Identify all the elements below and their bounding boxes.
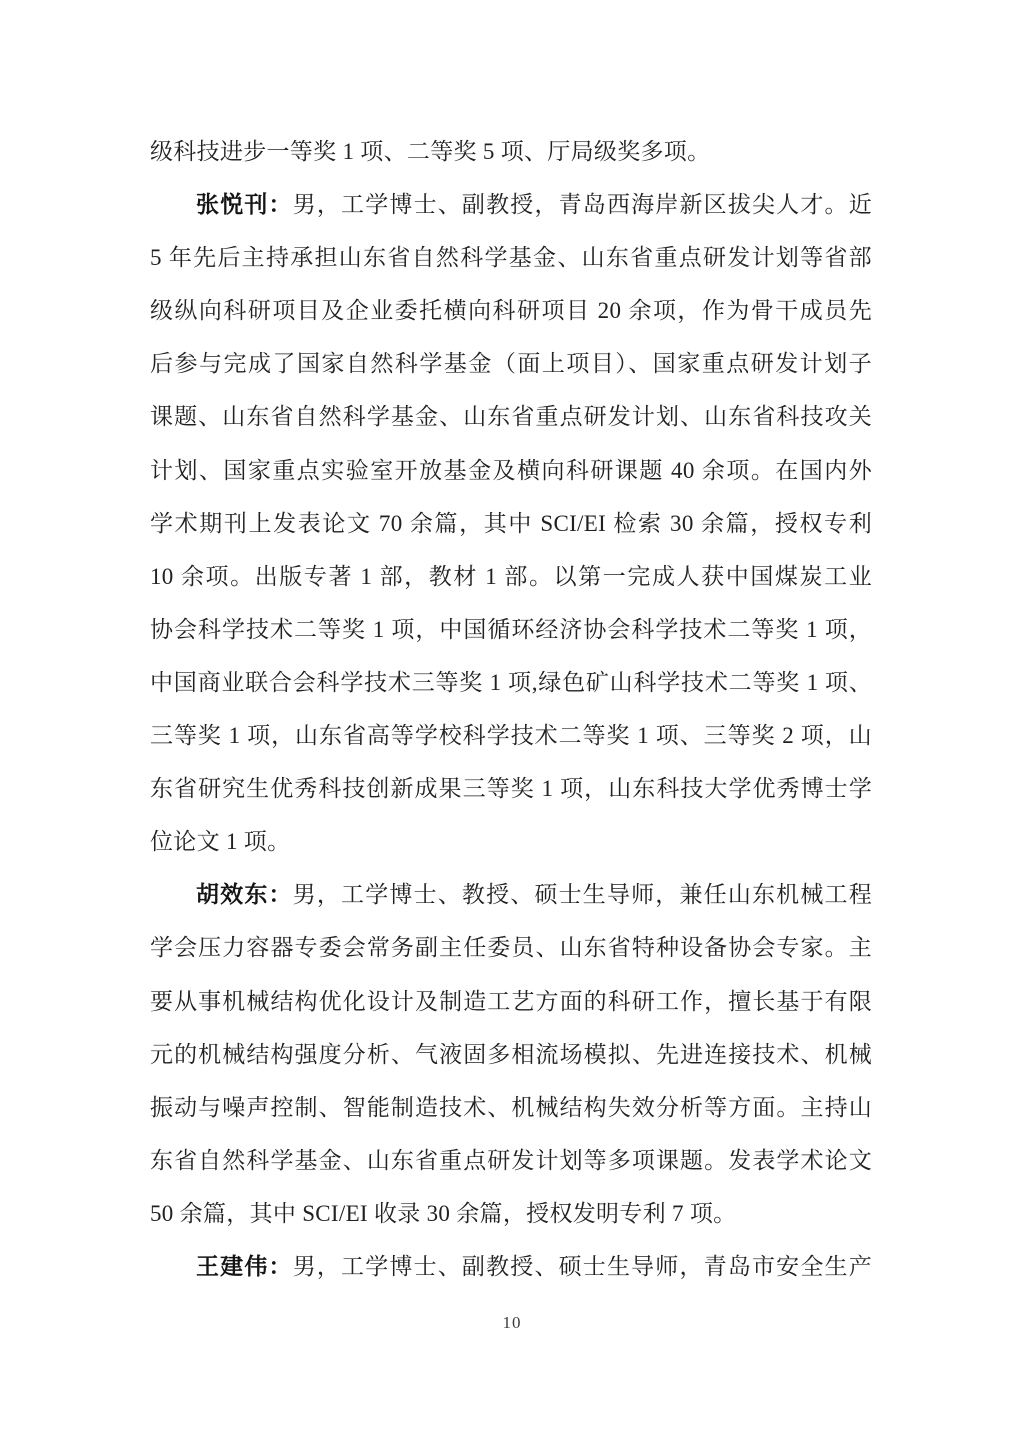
text-line: 计划、国家重点实验室开放基金及横向科研课题 40 余项。在国内外: [150, 457, 872, 483]
text-line: 位论文 1 项。: [150, 829, 291, 855]
text-line: 元的机械结构强度分析、气液固多相流场模拟、先进连接技术、机械: [150, 1041, 872, 1067]
text-line: [150, 178, 872, 231]
text-line: 三等奖 1 项，山东省高等学校科学技术二等奖 1 项、三等奖 2 项，山: [150, 723, 872, 749]
text-line: 级纵向科研项目及企业委托横向科研项目 20 余项，作为骨干成员先: [150, 298, 872, 324]
text-line: 中国商业联合会科学技术三等奖 1 项,绿色矿山科学技术二等奖 1 项、: [150, 669, 872, 695]
text-line: [150, 1240, 872, 1293]
text-line: 10 余项。出版专著 1 部，教材 1 部。以第一完成人获中国煤炭工业: [150, 563, 872, 589]
person-name: 王建伟：: [196, 1253, 293, 1279]
page-number: 10: [502, 1313, 522, 1332]
text-line: 级科技进步一等奖 1 项、二等奖 5 项、厅局级奖多项。: [150, 139, 711, 164]
text-line: 学会压力容器专委会常务副主任委员、山东省特种设备协会专家。主: [150, 935, 872, 961]
text-line: 协会科学技术二等奖 1 项，中国循环经济协会科学技术二等奖 1 项，: [150, 616, 872, 642]
text-line: 5 年先后主持承担山东省自然科学基金、山东省重点研发计划等省部: [150, 245, 872, 271]
person-name: 张悦刊：: [196, 192, 293, 218]
line-text: 男，工学博士、副教授、硕士生导师，青岛市安全生产: [292, 1253, 872, 1279]
text-line: 东省研究生优秀科技创新成果三等奖 1 项，山东科技大学优秀博士学: [150, 776, 872, 802]
line-text: 男，工学博士、教授、硕士生导师，兼任山东机械工程: [292, 882, 872, 908]
text-line: 学术期刊上发表论文 70 余篇，其中 SCI/EI 检索 30 余篇，授权专利: [150, 510, 872, 536]
line-text: 男，工学博士、副教授，青岛西海岸新区拔尖人才。近: [292, 192, 872, 218]
text-line: 后参与完成了国家自然科学基金（面上项目）、国家重点研发计划子: [150, 351, 872, 377]
person-name: 胡效东：: [196, 882, 293, 908]
text-line: 振动与噪声控制、智能制造技术、机械结构失效分析等方面。主持山: [150, 1094, 872, 1120]
text-line: 要从事机械结构优化设计及制造工艺方面的科研工作，擅长基于有限: [150, 988, 872, 1014]
text-line: 50 余篇，其中 SCI/EI 收录 30 余篇，授权发明专利 7 项。: [150, 1200, 737, 1226]
text-line: [150, 868, 872, 921]
text-line: 课题、山东省自然科学基金、山东省重点研发计划、山东省科技攻关: [150, 404, 872, 430]
document-body: [150, 125, 872, 1293]
text-line: 东省自然科学基金、山东省重点研发计划等多项课题。发表学术论文: [150, 1147, 872, 1173]
